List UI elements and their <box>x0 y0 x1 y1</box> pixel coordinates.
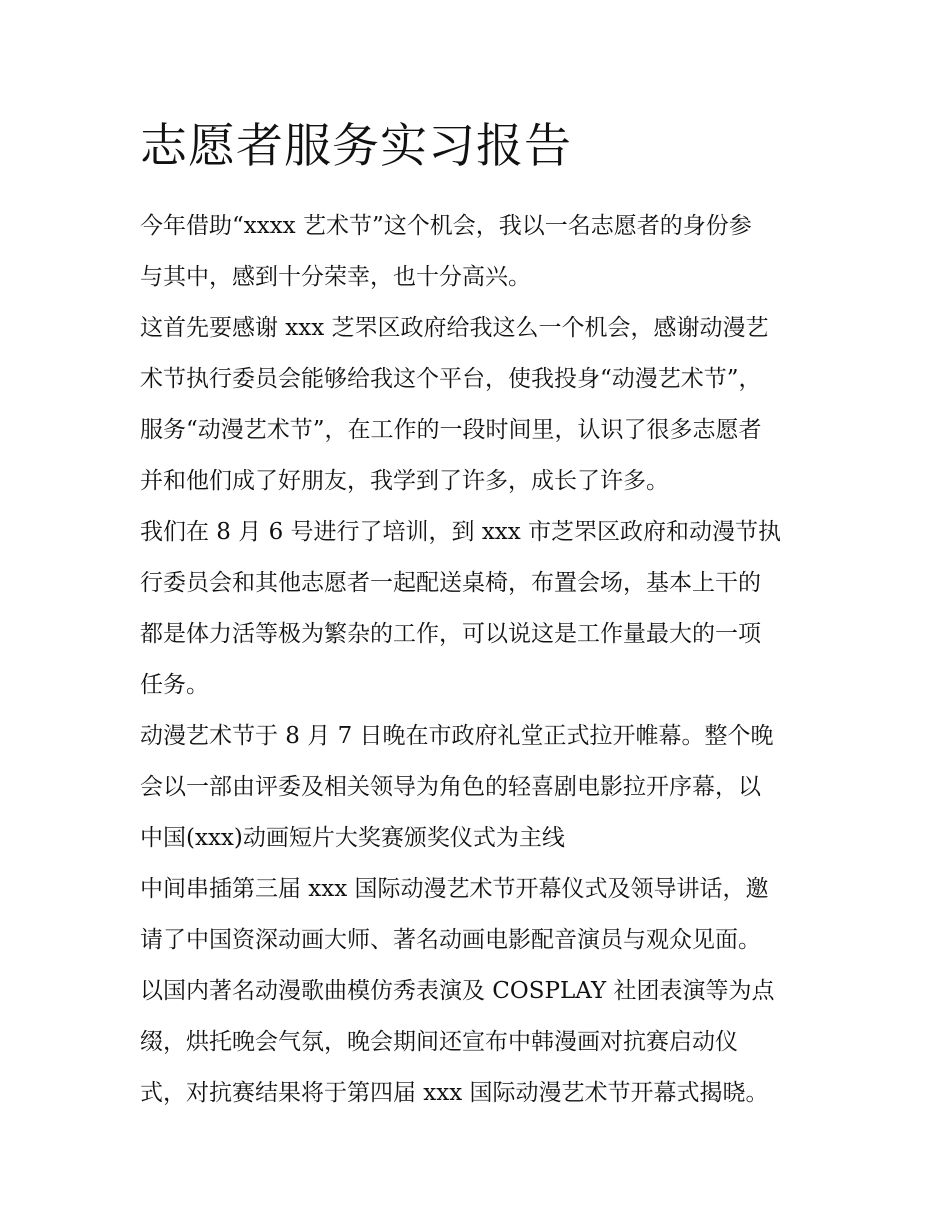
body-line: 动漫艺术节于 8 月 7 日晚在市政府礼堂正式拉开帷幕。整个晚 <box>140 723 774 749</box>
document-title: 志愿者服务实习报告 <box>140 119 572 174</box>
body-line: 都是体力活等极为繁杂的工作，可以说这是工作量最大的一项 <box>140 621 761 647</box>
body-line: 术节执行委员会能够给我这个平台，使我投身“动漫艺术节”， <box>140 366 762 392</box>
body-line: 中国(xxx)动画短片大奖赛颁奖仪式为主线 <box>140 825 565 851</box>
body-line: 请了中国资深动画大师、著名动画电影配音演员与观众见面。 <box>140 927 761 953</box>
body-line: 这首先要感谢 xxx 芝罘区政府给我这么一个机会，感谢动漫艺 <box>140 315 769 341</box>
body-line: 缀，烘托晚会气氛，晚会期间还宣布中韩漫画对抗赛启动仪 <box>140 1029 738 1055</box>
body-line: 服务“动漫艺术节”，在工作的一段时间里，认识了很多志愿者 <box>140 417 762 443</box>
body-line: 并和他们成了好朋友，我学到了许多，成长了许多。 <box>140 468 669 494</box>
body-line: 今年借助“xxxx 艺术节”这个机会，我以一名志愿者的身份参 <box>140 213 752 239</box>
body-line: 任务。 <box>140 672 209 698</box>
body-line: 以国内著名动漫歌曲模仿秀表演及 COSPLAY 社团表演等为点 <box>140 978 775 1004</box>
body-line: 会以一部由评委及相关领导为角色的轻喜剧电影拉开序幕，以 <box>140 774 761 800</box>
body-line: 中间串插第三届 xxx 国际动漫艺术节开幕仪式及领导讲话，邀 <box>140 876 769 902</box>
body-line: 式，对抗赛结果将于第四届 xxx 国际动漫艺术节开幕式揭晓。 <box>140 1080 769 1106</box>
body-line: 行委员会和其他志愿者一起配送桌椅，布置会场，基本上干的 <box>140 570 761 596</box>
body-line: 与其中，感到十分荣幸，也十分高兴。 <box>140 264 531 290</box>
body-line: 我们在 8 月 6 号进行了培训，到 xxx 市芝罘区政府和动漫节执 <box>140 519 782 545</box>
document-body <box>140 201 816 1119</box>
document-content <box>140 112 816 1119</box>
